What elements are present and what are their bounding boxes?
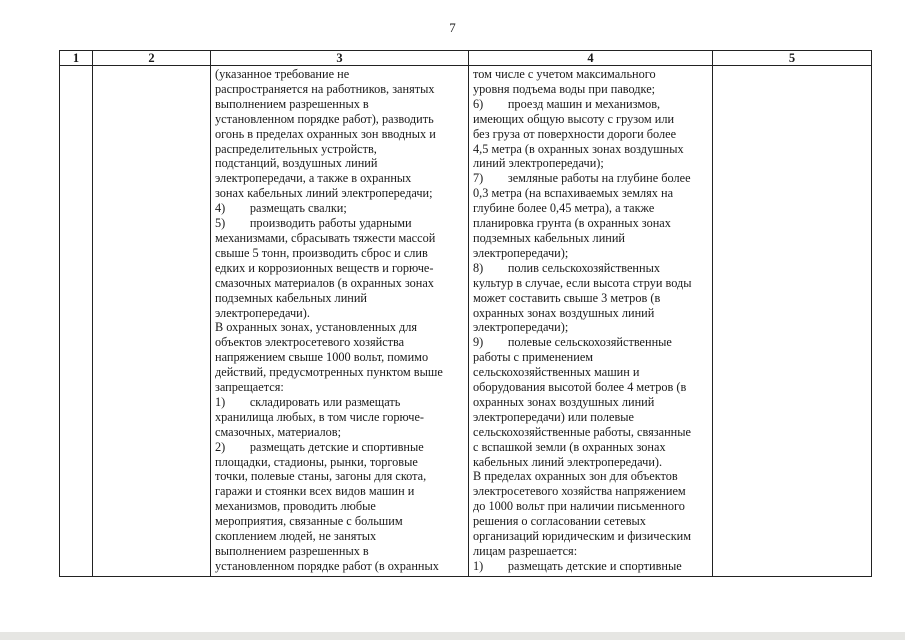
text-line: 2) размещать детские и спортивные — [215, 439, 424, 454]
text-line: установленном порядке работ (в охранных — [215, 558, 439, 573]
text-line: сельскохозяйственные работы, связанные — [473, 424, 691, 439]
text-line: охранных зонах воздушных линий — [473, 394, 655, 409]
col2-text — [93, 66, 210, 67]
text-line: электропередачи); — [473, 320, 569, 335]
text-line: (указанное требование не — [215, 67, 350, 81]
cell-col4 — [469, 66, 713, 577]
cell-col2 — [93, 66, 211, 577]
col5-text — [713, 66, 871, 67]
text-line: организаций юридическим и физическим — [473, 529, 692, 544]
text-line: смазочных, материалов; — [215, 424, 342, 439]
text-line: лицам разрешается: — [473, 544, 578, 558]
regulation-table — [59, 50, 872, 577]
cell-col3 — [211, 66, 469, 577]
text-line: культур в случае, если высота струи воды — [473, 275, 692, 290]
text-line: объектов электросетевого хозяйства — [215, 335, 405, 350]
text-line: едких и коррозионных веществ и горюче- — [215, 260, 434, 275]
table-row — [60, 66, 872, 577]
text-line: механизмов, проводить любые — [215, 499, 376, 514]
text-line: установленном порядке работ), разводить — [215, 111, 434, 126]
text-line: электропередачи); — [473, 245, 569, 260]
text-line: без груза от поверхности дороги более — [473, 126, 677, 141]
text-line: 8) полив сельскохозяйственных — [473, 260, 660, 275]
text-line: точки, полевые станы, загоны для скота, — [215, 469, 427, 484]
text-line: 5) производить работы ударными — [215, 216, 412, 231]
text-line: охранных зонах воздушных линий — [473, 305, 655, 320]
text-line: подземных кабельных линий — [473, 230, 626, 245]
text-line: до 1000 вольт при наличии письменного — [473, 499, 685, 514]
text-line: имеющих общую высоту с грузом или — [473, 111, 675, 126]
text-line: распределительных устройств, — [215, 141, 377, 156]
text-line: выполнением разрешенных в — [215, 96, 369, 111]
text-line: подстанций, воздушных линий — [215, 156, 378, 171]
text-line: электропередачи, а также в охранных — [215, 171, 412, 186]
text-line: электропередачи). — [215, 305, 310, 320]
text-line: выполнением разрешенных в — [215, 544, 369, 558]
text-line: механизмами, сбрасывать тяжести массой — [215, 230, 436, 245]
text-line: с вспашкой земли (в охранных зонах — [473, 439, 666, 454]
text-line: распространяется на работников, занятых — [215, 81, 435, 96]
text-line: смазочных материалов (в охранных зонах — [215, 275, 434, 290]
text-line: 4,5 метра (в охранных зонах воздушных — [473, 141, 684, 156]
table-header-row — [60, 51, 872, 66]
text-line: линий электропередачи); — [473, 156, 604, 171]
text-line: том числе с учетом максимального — [473, 67, 656, 81]
text-line: планировка грунта (в охранных зонах — [473, 216, 671, 231]
text-line: электропередачи) или полевые — [473, 409, 634, 424]
text-line: мероприятия, связанные с большим — [215, 514, 403, 529]
col1-text — [60, 66, 92, 67]
text-line: гаражи и стоянки всех видов машин и — [215, 484, 415, 499]
column-header-3: 3 — [211, 51, 469, 66]
text-line: 1) складировать или размещать — [215, 394, 401, 409]
text-line: хранилища любых, в том числе горюче- — [215, 409, 425, 424]
text-line: уровня подъема воды при паводке; — [473, 81, 656, 96]
column-header-1: 1 — [60, 51, 93, 66]
text-line: скоплением людей, не занятых — [215, 529, 377, 544]
text-line: В охранных зонах, установленных для — [215, 320, 418, 335]
text-line: напряжением свыше 1000 вольт, помимо — [215, 350, 429, 365]
text-line: 9) полевые сельскохозяйственные — [473, 335, 672, 350]
cell-col1 — [60, 66, 93, 577]
col4-text — [469, 66, 712, 574]
text-line: огонь в пределах охранных зон вводных и — [215, 126, 436, 141]
cell-col5 — [713, 66, 872, 577]
col3-text — [211, 66, 468, 574]
text-line: подземных кабельных линий — [215, 290, 368, 305]
text-line: действий, предусмотренных пунктом выше — [215, 365, 443, 380]
text-line: оборудования высотой более 4 метров (в — [473, 380, 687, 395]
text-line: может составить свыше 3 метров (в — [473, 290, 661, 305]
page-number: 7 — [449, 20, 456, 35]
text-line: сельскохозяйственных машин и — [473, 365, 640, 380]
text-line: свыше 5 тонн, производить сброс и слив — [215, 245, 428, 260]
column-header-5: 5 — [713, 51, 872, 66]
text-line: кабельных линий электропередачи). — [473, 454, 663, 469]
text-line: запрещается: — [215, 380, 284, 395]
scan-bottom-edge — [0, 632, 905, 640]
text-line: 4) размещать свалки; — [215, 201, 347, 216]
column-header-2: 2 — [93, 51, 211, 66]
text-line: 1) размещать детские и спортивные — [473, 558, 682, 573]
text-line: решения о согласовании сетевых — [473, 514, 646, 529]
text-line: электросетевого хозяйства напряжением — [473, 484, 686, 499]
text-line: 6) проезд машин и механизмов, — [473, 96, 661, 111]
column-header-4: 4 — [469, 51, 713, 66]
text-line: В пределах охранных зон для объектов — [473, 469, 678, 484]
text-line: 0,3 метра (на вспахиваемых землях на — [473, 186, 674, 201]
text-line: площадки, стадионы, рынки, торговые — [215, 454, 418, 469]
text-line: работы с применением — [473, 350, 594, 365]
text-line: глубине более 0,45 метра), а также — [473, 201, 655, 216]
text-line: 7) земляные работы на глубине более — [473, 171, 691, 186]
text-line: зонах кабельных линий электропередачи; — [215, 186, 433, 201]
